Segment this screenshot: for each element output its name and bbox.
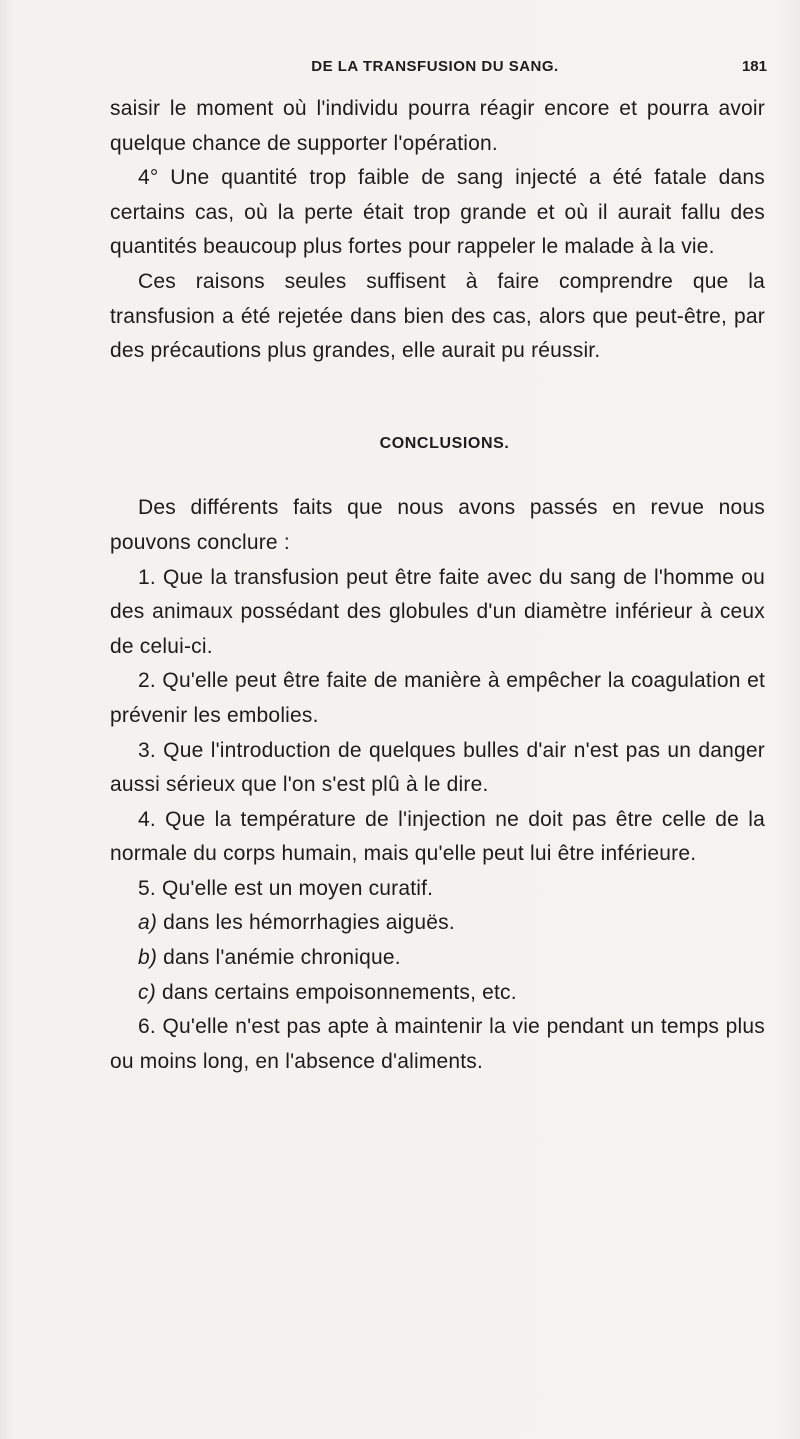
conclusions-intro: Des différents faits que nous avons passés en revue nous pouvons conclure : [110, 496, 765, 554]
page-number: 181 [741, 58, 767, 75]
sub-item [110, 941, 765, 976]
sub-item [110, 976, 765, 1011]
conclusion-item: 5. Qu'elle est un moyen curatif. [138, 876, 434, 900]
sub-item-letter: c) [138, 980, 156, 1004]
conclusion-item: 1. Que la transfusion peut être faite avec du sang de l'homme ou des animaux possédant des globules d'un diamètre inférieur à ceux de celui-ci. [110, 565, 765, 658]
conclusion-item: 6. Qu'elle n'est pas apte à maintenir la vie pendant un temps plus ou moins long, en l'absence d'aliments. [110, 1015, 765, 1073]
header-title: DE LA TRANSFUSION DU SANG. [311, 58, 559, 75]
section-heading: CONCLUSIONS. [379, 434, 510, 452]
sub-item-letter: b) [138, 946, 158, 970]
conclusion-item: 2. Qu'elle peut être faite de manière à empêcher la coagulation et prévenir les embolies. [110, 669, 765, 727]
sub-item-letter: a) [138, 911, 158, 935]
conclusion-item: 4. Que la température de l'injection ne doit pas être celle de la normale du corps humain, mais qu'elle peut lui être inférieure. [110, 807, 765, 866]
sub-item-text: dans les hémorrhagies aiguës. [157, 911, 455, 935]
paragraph: 4° Une quantité trop faible de sang injecté a été fatale dans certains cas, où la perte était trop grande et où il aurait fallu des quantités beaucoup plus fortes pour rappeler le malade à la vie. [110, 166, 765, 259]
paragraph: Ces raisons seules suffisent à faire comprendre que la transfusion a été rejetée dans bien des cas, alors que peut-être, par des précautions plus grandes, elle aurait pu réussir. [110, 269, 765, 363]
page-body [110, 92, 765, 1079]
sub-item [110, 906, 765, 941]
conclusion-item: 3. Que l'introduction de quelques bulles d'air n'est pas un danger aussi sérieux que l'on s'est plû à le dire. [110, 738, 765, 797]
running-header [95, 58, 775, 82]
sub-item-text: dans certains empoisonnements, etc. [155, 980, 517, 1004]
paragraph: saisir le moment où l'individu pourra réagir encore et pourra avoir quelque chance de supporter l'opération. [110, 97, 765, 155]
sub-item-text: dans l'anémie chronique. [157, 946, 401, 970]
